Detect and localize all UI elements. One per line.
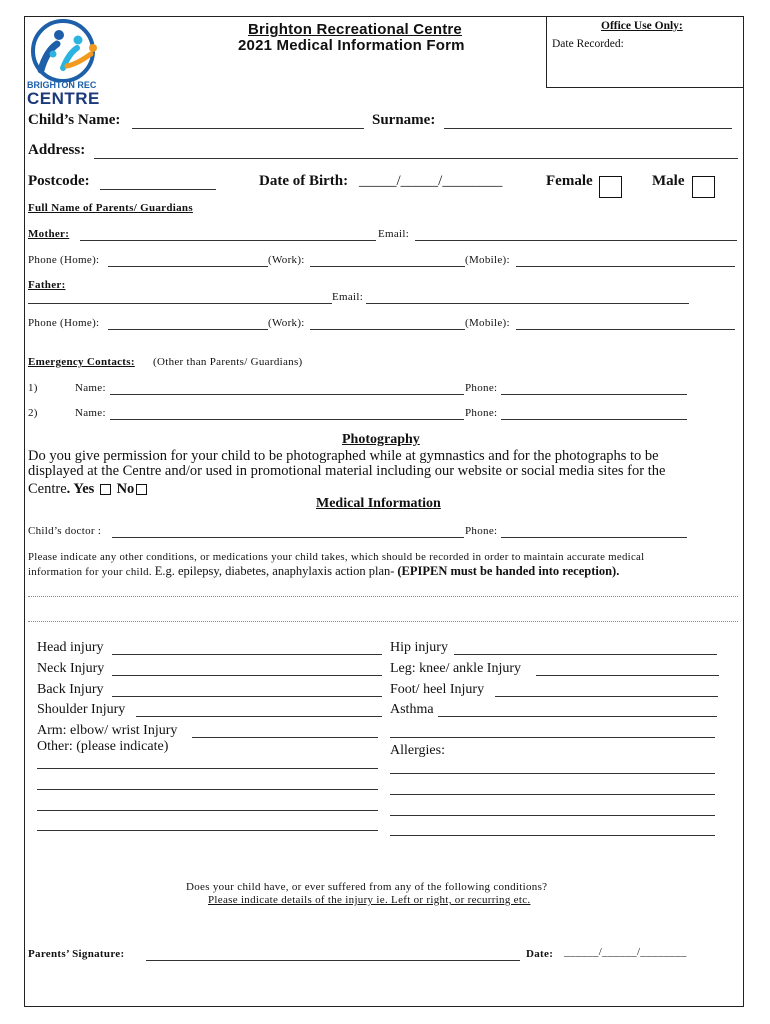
allergies-line-3[interactable] (390, 815, 715, 816)
parents-heading: Full Name of Parents/ Guardians (28, 202, 193, 214)
injury-other-line-4[interactable] (37, 830, 378, 831)
logo-text-bottom: CENTRE (27, 89, 100, 108)
signature-date-field[interactable]: ______/______/________ (564, 946, 687, 958)
father-email-field[interactable] (366, 303, 689, 304)
medical-note-part-c: (EPIPEN must be handed into reception). (397, 564, 620, 578)
emergency-note: (Other than Parents/ Guardians) (153, 356, 303, 368)
photo-yes-label: Yes (73, 481, 95, 497)
father-mobile-field[interactable] (516, 329, 735, 330)
mother-email-label: Email: (378, 228, 410, 240)
medical-note-line1: Please indicate any other conditions, or medications your child takes, which should be recorded in order to maintain accurate medical (28, 551, 645, 563)
medical-notes-line-1[interactable] (28, 596, 738, 597)
father-phone-home-field[interactable] (108, 329, 268, 330)
postcode-label: Postcode: (28, 173, 90, 189)
father-name-field[interactable] (28, 303, 332, 304)
female-checkbox[interactable] (599, 176, 622, 198)
doctor-phone-label: Phone: (465, 525, 498, 537)
conditions-instruction: Please indicate details of the injury ie. Left or right, or recurring etc. (208, 894, 531, 906)
childs-name-field[interactable] (132, 128, 364, 129)
mother-mobile-label: (Mobile): (465, 254, 510, 266)
injury-left-2: Back Injury (37, 682, 104, 697)
dob-label: Date of Birth: (259, 173, 349, 189)
mother-email-field[interactable] (415, 240, 737, 241)
injury-left-1: Neck Injury (37, 661, 105, 676)
father-email-label: Email: (332, 291, 364, 303)
mother-phone-home-label: Phone (Home): (28, 254, 100, 266)
injury-right-2-field[interactable] (495, 696, 718, 697)
mother-mobile-field[interactable] (516, 266, 735, 267)
photo-no-checkbox[interactable] (136, 484, 147, 495)
emergency-1-phone-field[interactable] (501, 394, 687, 395)
injury-left-1-field[interactable] (112, 675, 382, 676)
emergency-2-phone-label: Phone: (465, 407, 498, 419)
injury-left-3: Shoulder Injury (37, 702, 126, 717)
mother-label: Mother: (28, 228, 70, 240)
emergency-1-number: 1) (28, 382, 38, 394)
logo (27, 18, 105, 108)
injury-right-0: Hip injury (390, 640, 448, 655)
photography-text-line2: displayed at the Centre and/or used in promotional material including our website or social media sites for the (28, 463, 666, 479)
surname-label: Surname: (372, 112, 436, 128)
office-use-heading: Office Use Only: (601, 20, 683, 32)
injury-left-4: Arm: elbow/ wrist Injury (37, 723, 178, 738)
emergency-1-phone-label: Phone: (465, 382, 498, 394)
mother-name-field[interactable] (80, 240, 376, 241)
photo-no-label: No (116, 481, 135, 497)
father-phone-home-label: Phone (Home): (28, 317, 100, 329)
injury-right-extra-field[interactable] (390, 737, 715, 738)
signature-label: Parents’ Signature: (28, 948, 125, 960)
injury-right-3: Asthma (390, 702, 434, 717)
photo-yes-checkbox[interactable] (100, 484, 111, 495)
emergency-heading: Emergency Contacts: (28, 356, 135, 368)
emergency-2-name-label: Name: (75, 407, 106, 419)
emergency-2-number: 2) (28, 407, 38, 419)
doctor-phone-field[interactable] (501, 537, 687, 538)
date-recorded-label: Date Recorded: (552, 38, 624, 50)
postcode-field[interactable] (100, 189, 216, 190)
form-title-line1: Brighton Recreational Centre (248, 21, 462, 38)
signature-date-label: Date: (526, 948, 554, 960)
injury-left-0: Head injury (37, 640, 104, 655)
allergies-line-2[interactable] (390, 794, 715, 795)
childs-name-label: Child’s Name: (28, 112, 121, 128)
photography-text-line1: Do you give permission for your child to be photographed while at gymnastics and for the photographs to be (28, 448, 659, 464)
injury-other-line-1[interactable] (37, 768, 378, 769)
medical-heading: Medical Information (316, 496, 441, 511)
dob-field[interactable]: _____/_____/________ (359, 173, 503, 189)
father-mobile-label: (Mobile): (465, 317, 510, 329)
conditions-question: Does your child have, or ever suffered from any of the following conditions? (186, 881, 548, 893)
surname-field[interactable] (444, 128, 732, 129)
injury-right-0-field[interactable] (454, 654, 717, 655)
male-checkbox[interactable] (692, 176, 715, 198)
logo-text-top: BRIGHTON REC (27, 80, 97, 90)
emergency-1-name-label: Name: (75, 382, 106, 394)
medical-note-part-b: E.g. epilepsy, diabetes, anaphylaxis action plan- (154, 564, 395, 578)
father-work-label: (Work): (268, 317, 305, 329)
injury-left-3-field[interactable] (136, 716, 382, 717)
medical-note-part-a: information for your child. (28, 566, 152, 578)
injury-other-line-2[interactable] (37, 789, 378, 790)
injury-left-4-field[interactable] (192, 737, 378, 738)
emergency-2-name-field[interactable] (110, 419, 464, 420)
doctor-field[interactable] (112, 537, 464, 538)
injury-left-0-field[interactable] (112, 654, 382, 655)
allergies-line-1[interactable] (390, 773, 715, 774)
injury-left-2-field[interactable] (112, 696, 382, 697)
medical-note-line2 (28, 564, 619, 579)
medical-notes-line-2[interactable] (28, 621, 738, 622)
address-field[interactable] (94, 158, 738, 159)
injury-other-label: Other: (please indicate) (37, 739, 169, 754)
injury-right-1: Leg: knee/ ankle Injury (390, 661, 522, 676)
injury-other-line-3[interactable] (37, 810, 378, 811)
mother-phone-home-field[interactable] (108, 266, 268, 267)
doctor-label: Child’s doctor : (28, 525, 102, 537)
emergency-2-phone-field[interactable] (501, 419, 687, 420)
allergies-line-4[interactable] (390, 835, 715, 836)
injury-right-1-field[interactable] (536, 675, 719, 676)
female-label: Female (546, 173, 593, 189)
injury-right-2: Foot/ heel Injury (390, 682, 485, 697)
allergies-label: Allergies: (390, 743, 445, 758)
mother-work-field[interactable] (310, 266, 465, 267)
mother-work-label: (Work): (268, 254, 305, 266)
photography-centre-text: Centre (28, 481, 67, 497)
father-label: Father: (28, 279, 66, 291)
photography-text-line3: Centre. Yes No (28, 481, 149, 498)
father-work-field[interactable] (310, 329, 465, 330)
address-label: Address: (28, 142, 86, 158)
signature-field[interactable] (146, 960, 520, 961)
photography-heading: Photography (342, 432, 420, 447)
form-title-line2: 2021 Medical Information Form (238, 37, 465, 54)
emergency-1-name-field[interactable] (110, 394, 464, 395)
logo-graphic (27, 18, 105, 82)
injury-right-3-field[interactable] (438, 716, 717, 717)
male-label: Male (652, 173, 685, 189)
